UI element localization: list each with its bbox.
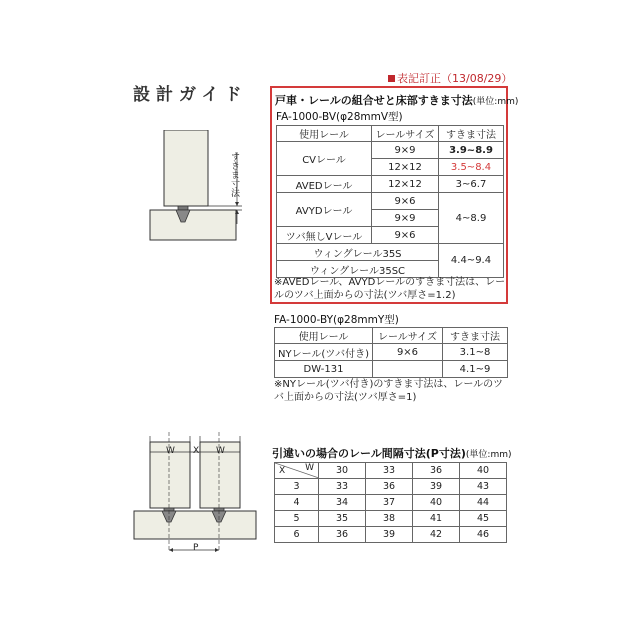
bv-heading [275, 92, 518, 108]
p-unit: (単位:mm) [465, 450, 512, 460]
bv-header-size: レールサイズ [372, 126, 439, 142]
by-table [274, 327, 508, 378]
p-cell: 43 [460, 479, 507, 495]
p-cell: 34 [319, 495, 366, 511]
bv-header-gap: すきま寸法 [439, 126, 504, 142]
p-cell: 41 [413, 511, 460, 527]
corner-cell [275, 463, 319, 479]
p-cell: 39 [366, 527, 413, 543]
table-cell: AVYDレール [277, 193, 372, 227]
bv-heading-text: 戸車・レールの組合せと床部すきま寸法 [275, 94, 473, 107]
table-cell: 12×12 [372, 159, 439, 176]
x-value: 5 [275, 511, 319, 527]
p-cell: 40 [413, 495, 460, 511]
p-label: P [193, 543, 199, 553]
revision-note [388, 70, 512, 86]
p-cell: 35 [319, 511, 366, 527]
x-label: X [193, 446, 200, 456]
table-cell: 4~8.9 [439, 193, 504, 244]
table-cell: 12×12 [372, 176, 439, 193]
table-cell: 3.5~8.4 [439, 159, 504, 176]
table-cell: ウィングレール35S [277, 244, 439, 261]
bv-unit: (単位:mm) [472, 97, 519, 107]
table-cell: DW-131 [275, 361, 373, 378]
table-cell: ツバ無しVレール [277, 227, 372, 244]
p-heading [272, 445, 512, 461]
bv-table [276, 125, 504, 278]
table-cell: 9×9 [372, 142, 439, 159]
door-panel [164, 130, 208, 206]
by-header-size: レールサイズ [373, 328, 443, 344]
corner-x: X [279, 466, 286, 476]
by-header-gap: すきま寸法 [443, 328, 508, 344]
corner-w: W [305, 463, 314, 473]
page-title: 設計ガイド [133, 85, 248, 105]
x-value: 6 [275, 527, 319, 543]
table-cell: ウィングレール35SC [277, 261, 439, 278]
w-header: 40 [460, 463, 507, 479]
x-value: 4 [275, 495, 319, 511]
table-cell: 9×6 [372, 193, 439, 210]
w-header: 36 [413, 463, 460, 479]
red-square-icon [388, 75, 395, 82]
p-cell: 37 [366, 495, 413, 511]
table-cell: 4.4~9.4 [439, 244, 504, 278]
p-cell: 46 [460, 527, 507, 543]
table-cell: 3~6.7 [439, 176, 504, 193]
floor [134, 511, 256, 539]
table-cell: AVEDレール [277, 176, 372, 193]
p-table [274, 462, 507, 543]
revision-text: 表記訂正（13/08/29） [397, 72, 513, 85]
p-cell: 44 [460, 495, 507, 511]
table-cell: 9×9 [372, 210, 439, 227]
table-cell: 3.1~8 [443, 344, 508, 361]
floor [150, 210, 236, 240]
p-cell: 33 [319, 479, 366, 495]
table-cell: 9×6 [373, 344, 443, 361]
bv-note: ※AVEDレール、AVYDレールのすきま寸法は、レールのツバ上面からの寸法(ツバ厚さ=1.2) [274, 277, 506, 301]
w-header: 33 [366, 463, 413, 479]
by-model: FA-1000-BY(φ28mmY型) [274, 314, 399, 326]
p-cell: 42 [413, 527, 460, 543]
p-cell: 45 [460, 511, 507, 527]
w-label-left: W [166, 446, 175, 456]
by-header-rail: 使用レール [275, 328, 373, 344]
table-cell: NYレール(ツバ付き) [275, 344, 373, 361]
w-header: 30 [319, 463, 366, 479]
p-cell: 39 [413, 479, 460, 495]
p-cell: 38 [366, 511, 413, 527]
p-cell: 36 [366, 479, 413, 495]
table-cell: 9×6 [372, 227, 439, 244]
gap-dimension-label: すきま寸法 [229, 152, 239, 197]
w-label-right: W [216, 446, 225, 456]
bv-header-rail: 使用レール [277, 126, 372, 142]
p-cell: 36 [319, 527, 366, 543]
bv-model: FA-1000-BV(φ28mmV型) [276, 111, 403, 123]
table-cell: CVレール [277, 142, 372, 176]
table-cell: 4.1~9 [443, 361, 508, 378]
p-heading-text: 引違いの場合のレール間隔寸法(P寸法) [272, 447, 466, 460]
x-value: 3 [275, 479, 319, 495]
table-cell: 3.9~8.9 [439, 142, 504, 159]
table-cell [373, 361, 443, 378]
by-note: ※NYレール(ツバ付き)のすきま寸法は、レールのツバ上面からの寸法(ツバ厚さ=1) [274, 379, 503, 403]
